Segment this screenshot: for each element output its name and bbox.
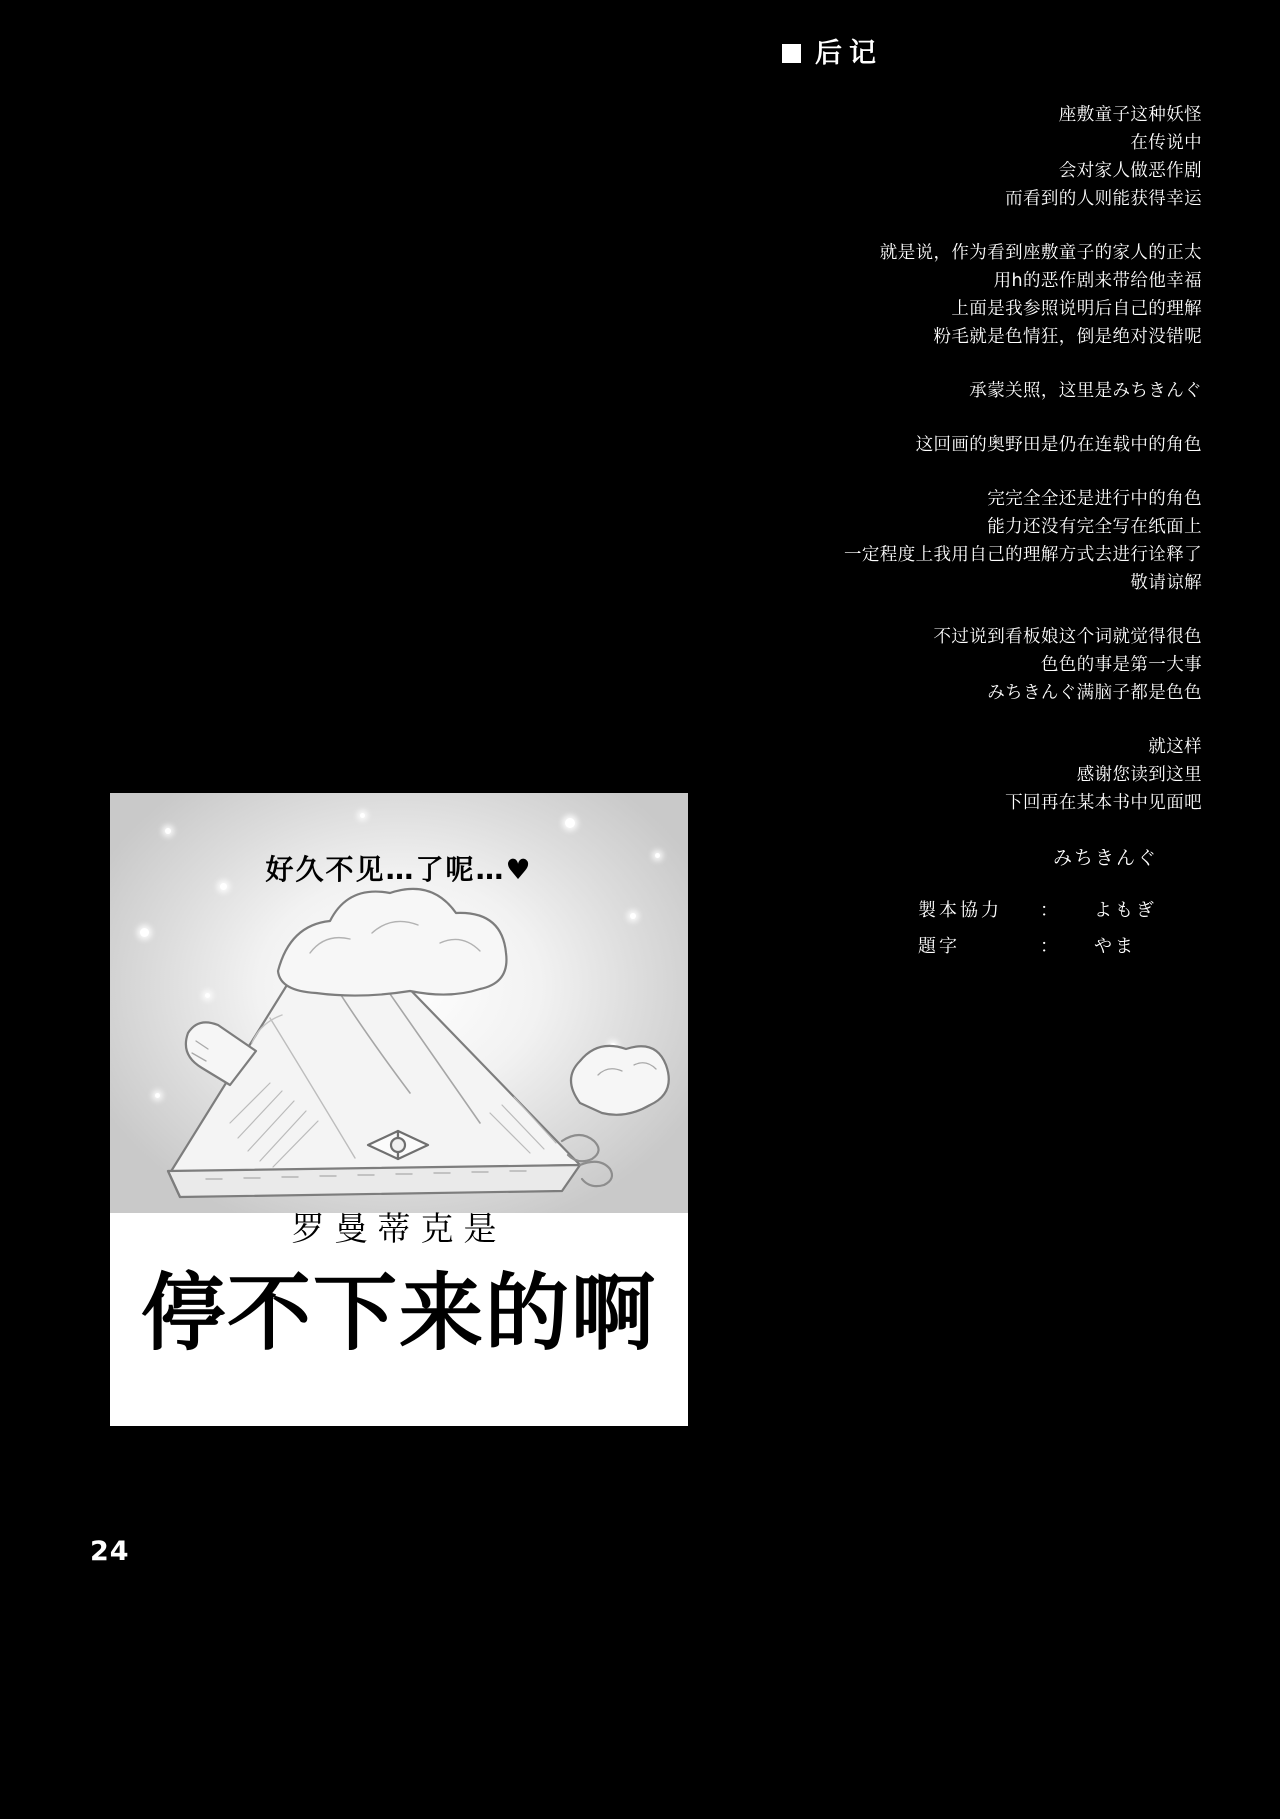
credit-label: 題字 — [918, 936, 960, 957]
afterword-paragraph — [782, 431, 1202, 459]
panel-caption-line-2: 停不下来的啊 — [140, 1264, 657, 1362]
page-number: 24 — [90, 1536, 130, 1567]
afterword-line: 色色的事是第一大事 — [1040, 655, 1202, 675]
afterword-line: 就是说，作为看到座敷童子的家人的正太 — [879, 243, 1202, 263]
afterword-heading-text: 后记 — [815, 38, 883, 69]
afterword-line: 在传说中 — [1130, 133, 1202, 153]
afterword-line: 承蒙关照，这里是みちきんぐ — [969, 381, 1202, 401]
credit-label: 製本協力 — [918, 900, 1002, 921]
afterword-line: 完完全全还是进行中的角色 — [987, 489, 1202, 509]
afterword-section — [782, 40, 1202, 965]
afterword-paragraph — [782, 377, 1202, 405]
afterword-line: 上面是我参照说明后自己的理解 — [951, 299, 1202, 319]
afterword-paragraph — [782, 623, 1202, 707]
afterword-line: 这回画的奥野田是仍在连载中的角色 — [915, 435, 1202, 455]
afterword-line: 就这样 — [1148, 737, 1202, 757]
afterword-paragraph — [782, 239, 1202, 351]
credit-separator: ： — [1040, 936, 1061, 957]
credit-value: よもぎ — [1094, 900, 1157, 921]
afterword-line: 不过说到看板娘这个词就觉得很色 — [933, 627, 1202, 647]
afterword-paragraph — [782, 101, 1202, 213]
credits-list — [782, 893, 1202, 965]
afterword-line: 一定程度上我用自己的理解方式去进行诠释了 — [844, 545, 1202, 565]
afterword-heading — [782, 40, 1202, 67]
author-signature-text: みちきんぐ — [1052, 847, 1158, 869]
afterword-paragraph — [782, 485, 1202, 597]
afterword-line: 用h的恶作剧来带给他幸福 — [993, 271, 1202, 291]
afterword-line: 会对家人做恶作剧 — [1058, 161, 1202, 181]
panel-caption-line-1: 罗曼蒂克是 — [291, 1209, 507, 1248]
afterword-paragraph — [782, 733, 1202, 817]
speech-bubble-text: 好久不见…了呢…♥ — [265, 853, 533, 886]
credit-row — [782, 893, 1202, 929]
illustration-panel — [110, 793, 688, 1426]
author-signature — [782, 843, 1202, 873]
panel-artwork — [110, 793, 688, 1213]
afterword-line: 感谢您读到这里 — [1076, 765, 1202, 785]
credit-value: やま — [1094, 936, 1136, 957]
afterword-line: みちきんぐ满脑子都是色色 — [987, 683, 1202, 703]
heading-bullet-icon — [782, 44, 801, 63]
credit-separator: ： — [1040, 900, 1061, 921]
afterword-line: 下回再在某本书中见面吧 — [1005, 793, 1202, 813]
afterword-line: 座敷童子这种妖怪 — [1058, 105, 1202, 125]
afterword-line: 粉毛就是色情狂，倒是绝对没错呢 — [933, 327, 1202, 347]
credit-row — [782, 929, 1202, 965]
afterword-line: 而看到的人则能获得幸运 — [1005, 189, 1202, 209]
afterword-line: 敬请谅解 — [1130, 573, 1202, 593]
afterword-line: 能力还没有完全写在纸面上 — [987, 517, 1202, 537]
